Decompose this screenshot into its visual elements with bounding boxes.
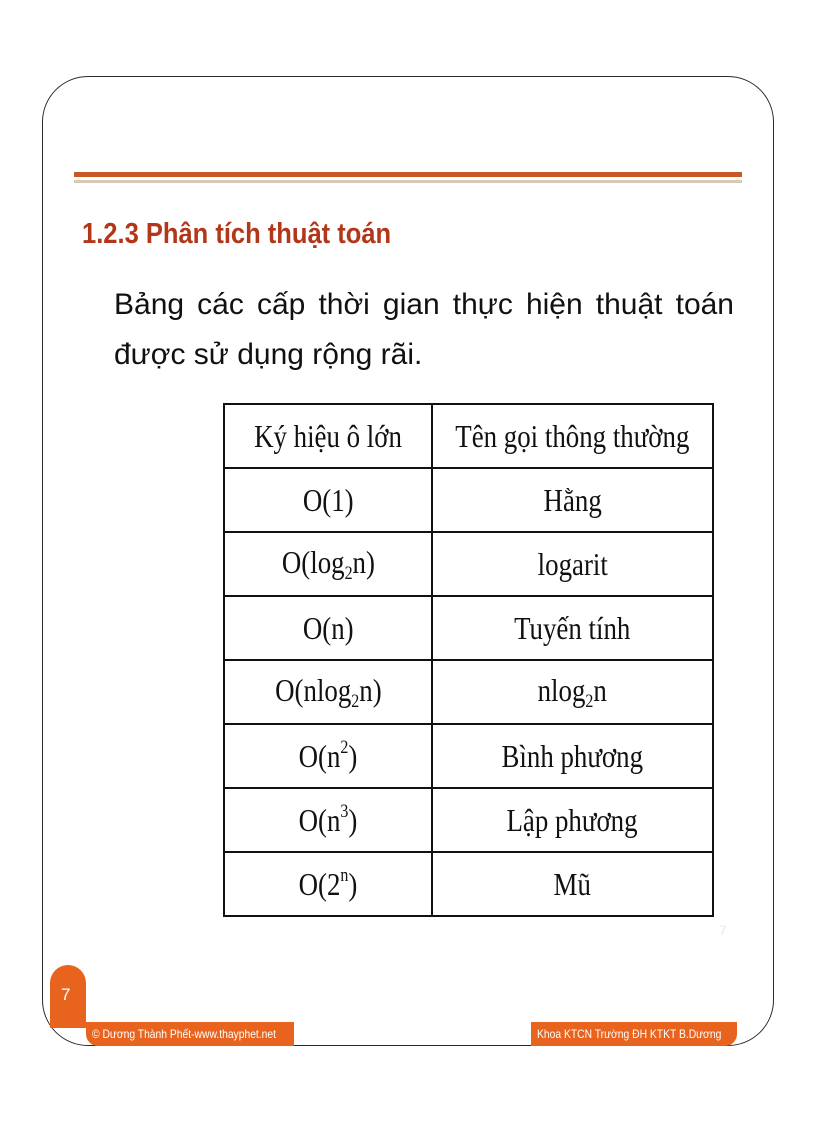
section-heading: 1.2.3 Phân tích thuật toán bbox=[82, 218, 392, 250]
notation-cell: O(1) bbox=[224, 468, 432, 532]
common-name-cell: Hằng bbox=[432, 468, 713, 532]
footer-department: Khoa KTCN Trường ĐH KTKT B.Dương bbox=[531, 1022, 737, 1046]
table-row bbox=[224, 724, 713, 788]
common-name-cell: Lập phương bbox=[432, 788, 713, 852]
header-notation: Ký hiệu ô lớn bbox=[224, 404, 432, 468]
table-row bbox=[224, 660, 713, 724]
intro-paragraph: Bảng các cấp thời gian thực hiện thuật toán được sử dụng rộng rãi. bbox=[114, 288, 734, 371]
table-row bbox=[224, 788, 713, 852]
table-header-row bbox=[224, 404, 713, 468]
common-name-cell: Mũ bbox=[432, 852, 713, 916]
notation-cell: $O(n^3)$ bbox=[224, 788, 432, 852]
header-rule-shadow bbox=[74, 180, 742, 183]
common-name-cell: logarit bbox=[432, 532, 713, 596]
header-common-name: Tên gọi thông thường bbox=[432, 404, 713, 468]
page-number: 7 bbox=[61, 985, 71, 1004]
table-row bbox=[224, 532, 713, 596]
common-name-cell: nlog$_2$n bbox=[432, 660, 713, 724]
table-row bbox=[224, 852, 713, 916]
common-name-cell: Bình phương bbox=[432, 724, 713, 788]
notation-cell: $O(n^2)$ bbox=[224, 724, 432, 788]
notation-cell: $O(\log_2n)$ bbox=[224, 532, 432, 596]
notation-cell: O(nlog$_2$n) bbox=[224, 660, 432, 724]
common-name-cell: Tuyến tính bbox=[432, 596, 713, 660]
ghost-page-number: 7 bbox=[719, 922, 727, 938]
notation-cell: O(n) bbox=[224, 596, 432, 660]
notation-cell: O(2$^n$) bbox=[224, 852, 432, 916]
table-row bbox=[224, 596, 713, 660]
table-row bbox=[224, 468, 713, 532]
footer-copyright: © Dương Thành Phết-www.thayphet.net bbox=[86, 1022, 294, 1046]
header-rule bbox=[74, 172, 742, 177]
complexity-table bbox=[223, 403, 714, 917]
